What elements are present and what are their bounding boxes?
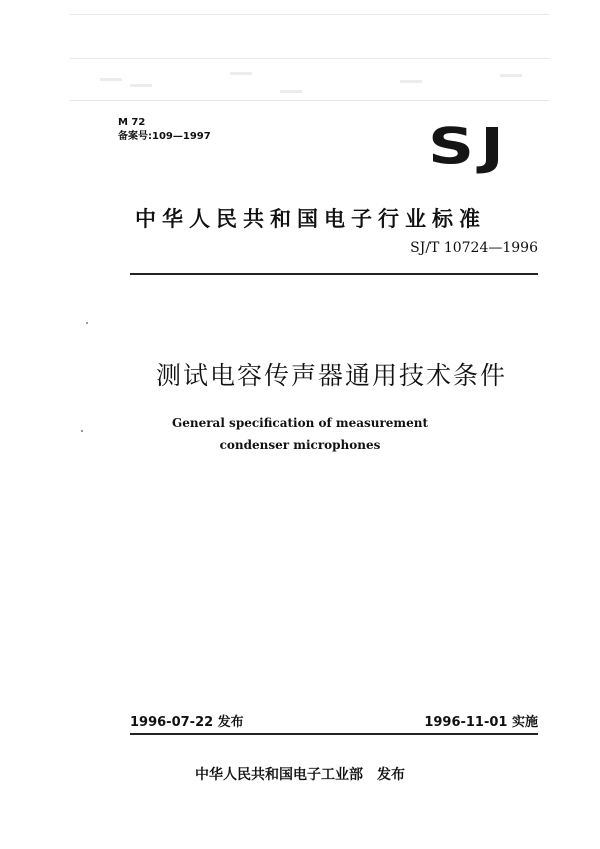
sj-logo: SJ [428, 118, 510, 176]
bleed-through-header [70, 0, 550, 110]
record-number: 备案号:109—1997 [118, 131, 211, 142]
bottom-divider [130, 733, 538, 735]
classification-code: M 72 [118, 117, 146, 128]
scan-speck [81, 430, 83, 432]
publisher: 中华人民共和国电子工业部 发布 [195, 767, 405, 783]
top-divider [130, 273, 538, 275]
english-title-line2: condenser microphones [219, 438, 381, 452]
scan-speck [86, 322, 88, 324]
standard-code: SJ/T 10724—1996 [410, 240, 538, 256]
standard-issuer-title: 中华人民共和国电子行业标准 [135, 207, 486, 231]
implementation-date: 1996-11-01 实施 [424, 715, 538, 730]
issue-date: 1996-07-22 发布 [130, 715, 244, 730]
english-title-line1: General specification of measurement [171, 416, 429, 430]
document-title: 测试电容传声器通用技术条件 [156, 361, 508, 390]
classification-block [118, 116, 211, 144]
